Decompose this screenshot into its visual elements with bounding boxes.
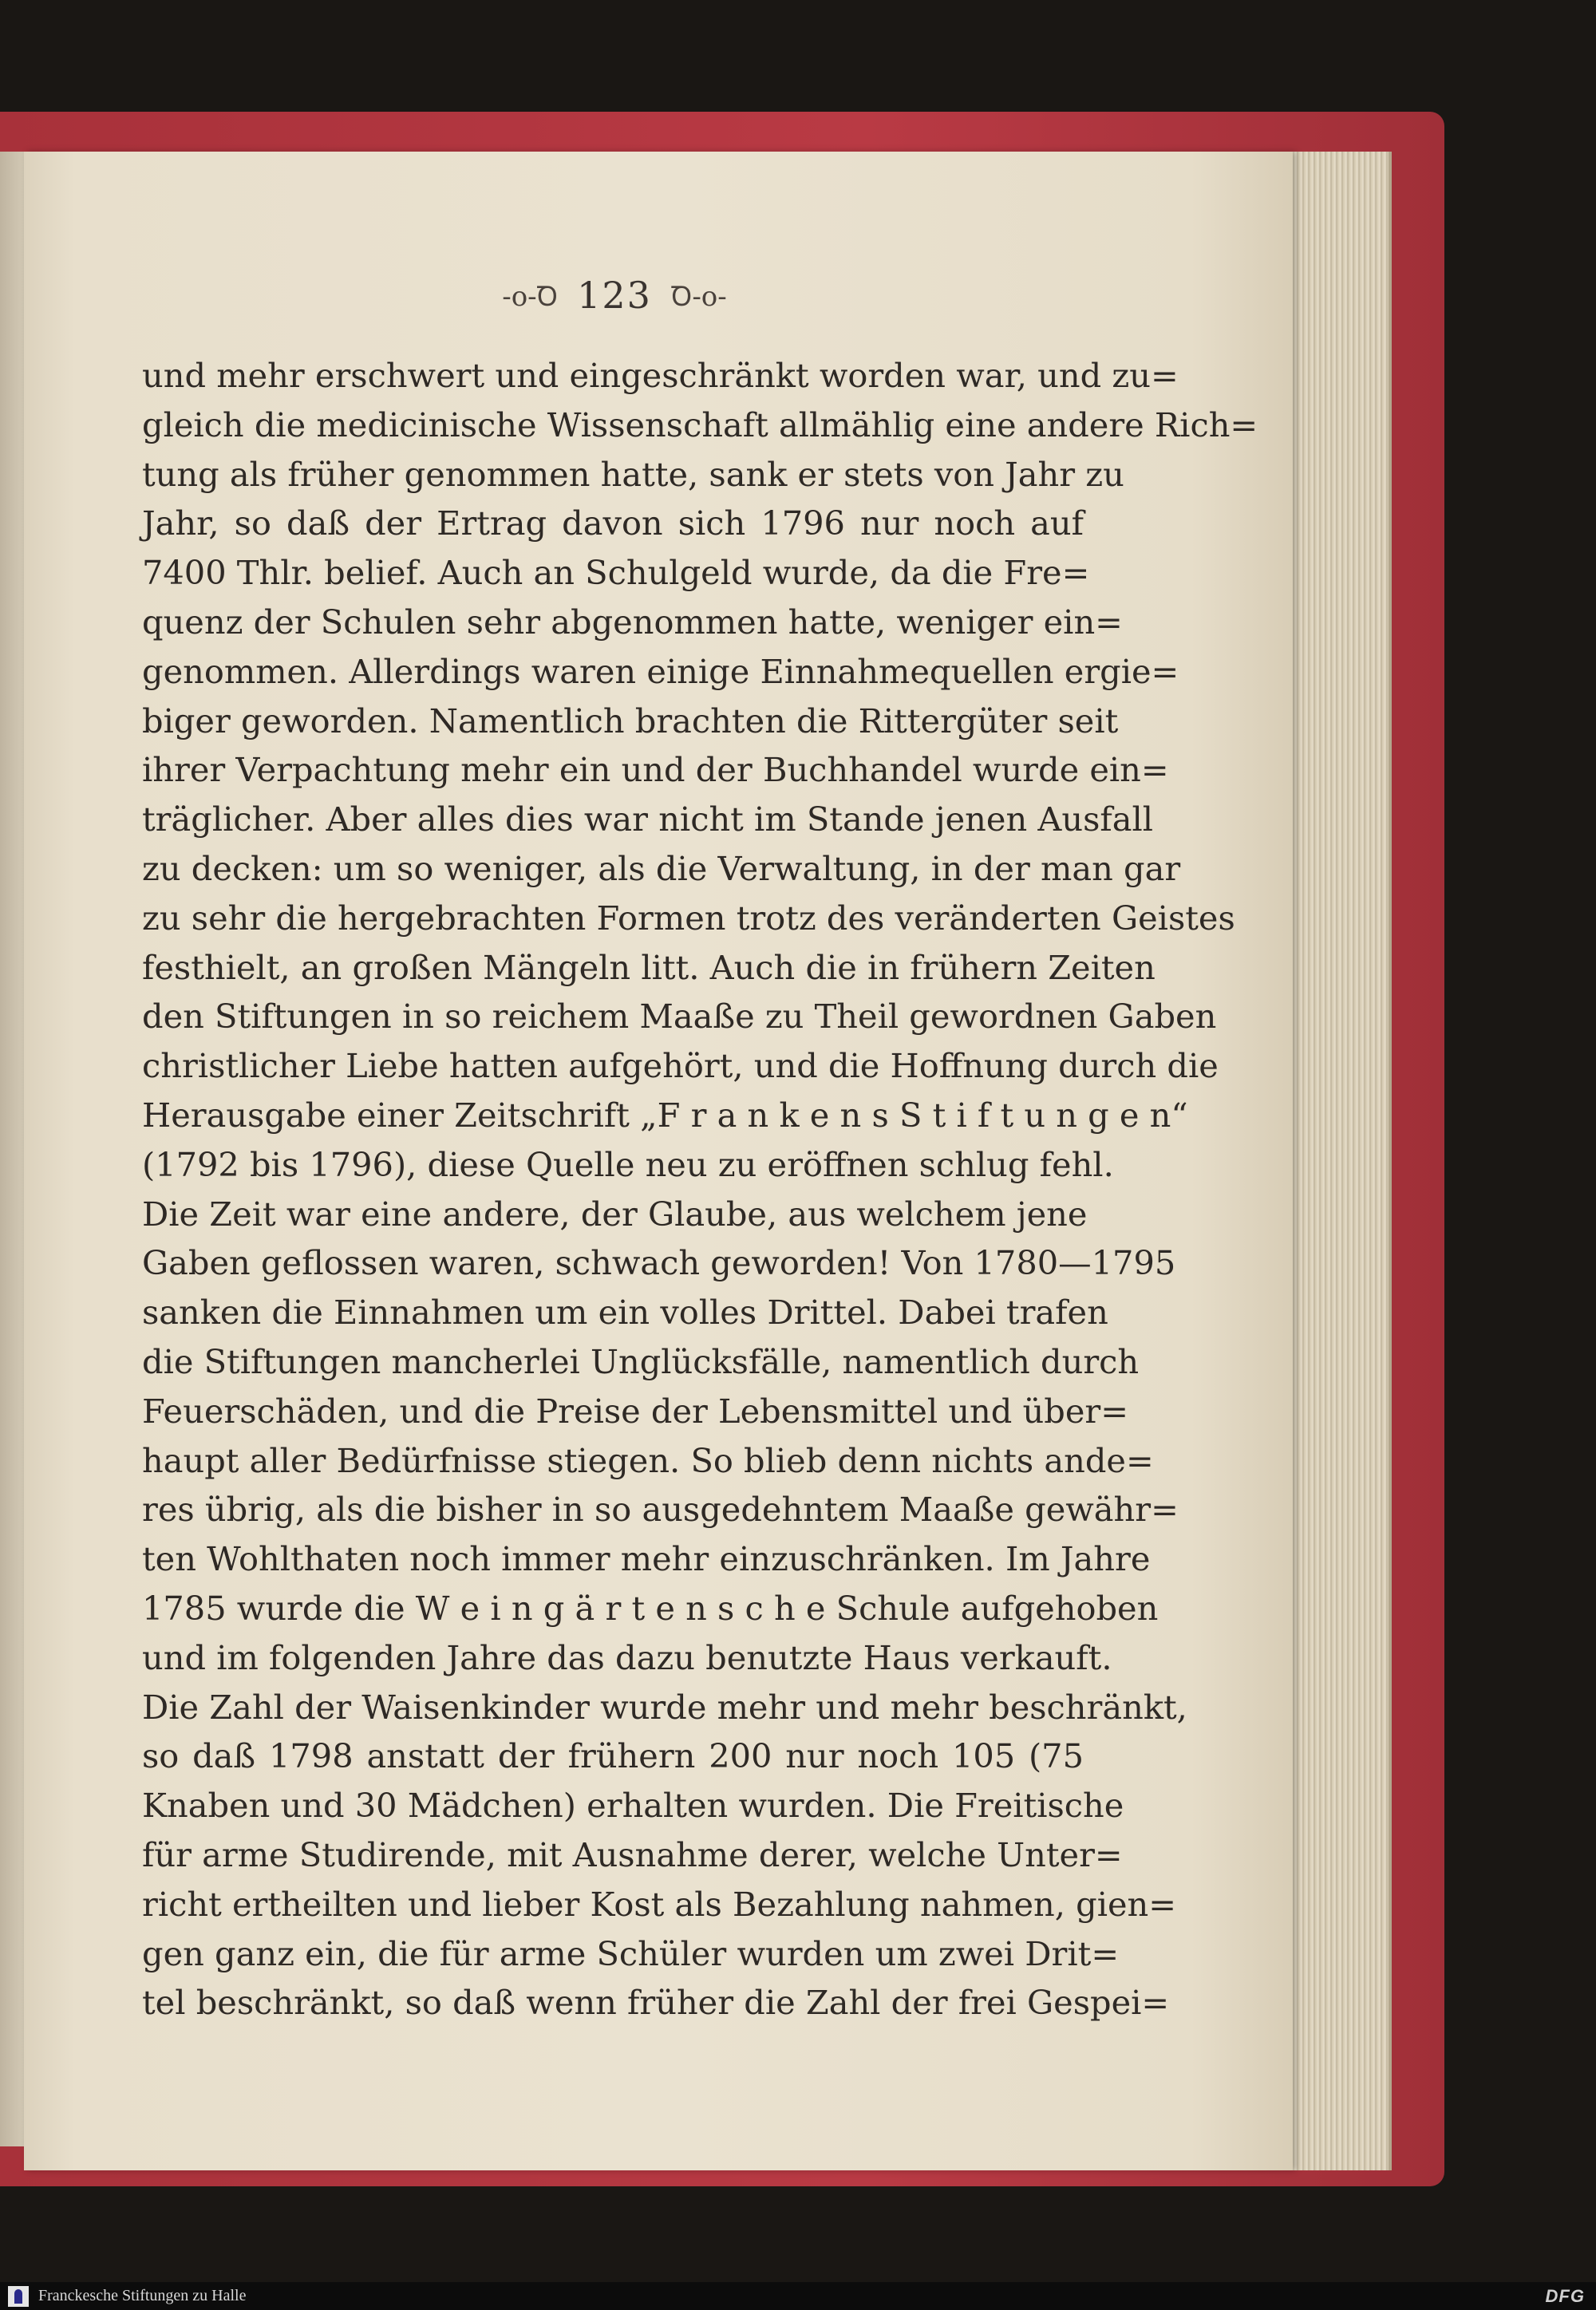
text-line: 1785 wurde die W e i n g ä r t e n s c h e Schule aufgehoben bbox=[142, 1588, 1159, 1628]
footer-institution: Franckesche Stiftungen zu Halle bbox=[38, 2287, 247, 2304]
footer-funder: DFG bbox=[1545, 2285, 1585, 2306]
text-line: christlicher Liebe hatten aufgehört, und die Hoffnung durch die bbox=[142, 1046, 1219, 1086]
footer-left bbox=[0, 2286, 246, 2307]
text-line: Feuerschäden, und die Preise der Lebensmittel und über= bbox=[142, 1391, 1129, 1431]
text-line: tel beschränkt, so daß wenn früher die Zahl der frei Gespei= bbox=[142, 1983, 1170, 2023]
page-header bbox=[479, 271, 750, 319]
text-line: Gaben geflossen waren, schwach geworden! Von 1780—1795 bbox=[142, 1243, 1176, 1283]
text-line: festhielt, an großen Mängeln litt. Auch die in frühern Zeiten bbox=[142, 947, 1156, 987]
text-line: ihrer Verpachtung mehr ein und der Buchhandel wurde ein= bbox=[142, 750, 1169, 790]
text-line: biger geworden. Namentlich brachten die Rittergüter seit bbox=[142, 701, 1119, 740]
text-line: Knaben und 30 Mädchen) erhalten wurden. Die Freitische bbox=[142, 1786, 1124, 1826]
text-line: ten Wohlthaten noch immer mehr einzuschränken. Im Jahre bbox=[142, 1539, 1151, 1579]
body-text bbox=[142, 351, 1258, 2028]
text-line: die Stiftungen mancherlei Unglücksfälle, namentlich durch bbox=[142, 1341, 1140, 1381]
institution-logo-icon bbox=[8, 2286, 29, 2307]
text-line: (1792 bis 1796), diese Quelle neu zu eröffnen schlug fehl. bbox=[142, 1144, 1114, 1184]
text-line: den Stiftungen in so reichem Maaße zu Theil gewordnen Gaben bbox=[142, 997, 1217, 1037]
text-line: gen ganz ein, die für arme Schüler wurden um zwei Drit= bbox=[142, 1933, 1120, 1973]
page-stack-edges bbox=[1277, 152, 1392, 2170]
text-line: haupt aller Bedürfnisse stiegen. So blieb denn nichts ande= bbox=[142, 1440, 1154, 1480]
text-line: träglicher. Aber alles dies war nicht im Stande jenen Ausfall bbox=[142, 800, 1154, 839]
text-line: Die Zahl der Waisenkinder wurde mehr und mehr beschränkt, bbox=[142, 1687, 1187, 1727]
footer-bar bbox=[0, 2282, 1596, 2310]
ornament-right-icon: Ꝺ-o- bbox=[670, 281, 727, 313]
text-line: und mehr erschwert und eingeschränkt worden war, und zu= bbox=[142, 356, 1179, 395]
text-line: Jahr, so daß der Ertrag davon sich 1796 nur noch auf bbox=[142, 503, 1084, 543]
text-line: tung als früher genommen hatte, sank er stets von Jahr zu bbox=[142, 454, 1124, 494]
text-line: zu decken: um so weniger, als die Verwaltung, in der man gar bbox=[142, 848, 1181, 888]
text-line: und im folgenden Jahre das dazu benutzte Haus verkauft. bbox=[142, 1637, 1112, 1677]
text-line: zu sehr die hergebrachten Formen trotz des veränderten Geistes bbox=[142, 898, 1235, 938]
text-line: 7400 Thlr. belief. Auch an Schulgeld wurde, da die Fre= bbox=[142, 553, 1090, 593]
text-line: so daß 1798 anstatt der frühern 200 nur noch 105 (75 bbox=[142, 1736, 1084, 1776]
page-number: 123 bbox=[577, 274, 652, 317]
text-line: sanken die Einnahmen um ein volles Drittel. Dabei trafen bbox=[142, 1293, 1108, 1333]
text-line: gleich die medicinische Wissenschaft allmählig eine andere Rich= bbox=[142, 405, 1258, 444]
text-line: quenz der Schulen sehr abgenommen hatte, weniger ein= bbox=[142, 602, 1123, 642]
text-line: res übrig, als die bisher in so ausgedehntem Maaße gewähr= bbox=[142, 1490, 1179, 1530]
text-line: Die Zeit war eine andere, der Glaube, aus welchem jene bbox=[142, 1194, 1088, 1234]
text-line: genommen. Allerdings waren einige Einnahmequellen ergie= bbox=[142, 651, 1179, 691]
text-line: für arme Studirende, mit Ausnahme derer, welche Unter= bbox=[142, 1834, 1123, 1874]
text-line: richt ertheilten und lieber Kost als Bezahlung nahmen, gien= bbox=[142, 1884, 1177, 1924]
text-line: Herausgabe einer Zeitschrift „F r a n k e n s S t i f t u n g e n“ bbox=[142, 1095, 1188, 1135]
ornament-left-icon: -o-Ꝺ bbox=[502, 281, 559, 313]
